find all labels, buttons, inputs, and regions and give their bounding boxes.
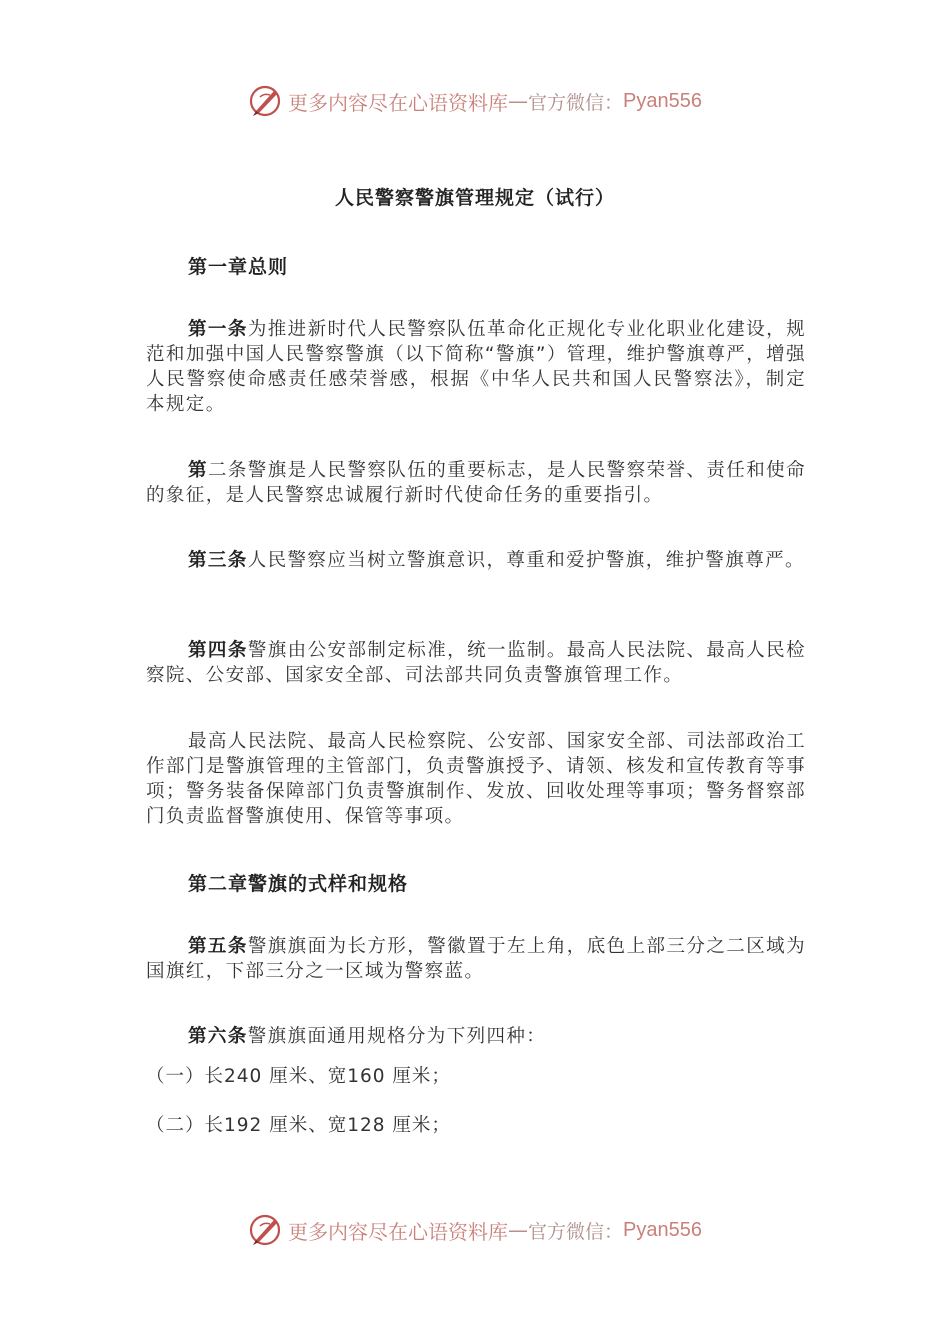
watermark-brand: 更多内容尽在心语资料库	[288, 1219, 508, 1244]
document-title: 人民警察警旗管理规定（试行）	[334, 187, 615, 209]
watermark-wechat-id: Pyan556	[623, 1218, 702, 1241]
article-5	[146, 934, 806, 984]
article-4-text: 警旗由公安部制定标准，统一监制。最高人民法院、最高人民检察院、公安部、国家安全部、司法部共同负责警旗管理工作。	[146, 640, 806, 686]
article-5-number: 第五条	[188, 936, 248, 957]
article-2-number: 第	[188, 460, 208, 481]
spec-item-2: （二）长192 厘米、宽128 厘米；	[146, 1115, 451, 1136]
article-1-number: 第一条	[188, 319, 248, 340]
watermark-wechat-label: 官方微信：	[528, 91, 624, 114]
article-3-number: 第三条	[188, 550, 248, 571]
watermark-dash: —	[508, 1218, 528, 1242]
article-6	[146, 1024, 806, 1049]
article-4	[146, 638, 806, 688]
article-4-paragraph-2: 最高人民法院、最高人民检察院、公安部、国家安全部、司法部政治工作部门是警旗管理的主管部门，负责警旗授予、请领、核发和宣传教育等事项；警务装备保障部门负责警旗制作、发放、回收处理等事项；警务督察部门负责监督警旗使用、保管等事项。	[146, 731, 806, 827]
article-4-number: 第四条	[188, 640, 248, 661]
watermark-brand: 更多内容尽在心语资料库	[288, 90, 508, 115]
article-2-text: 二条警旗是人民警察队伍的重要标志，是人民警察荣誉、责任和使命的象征，是人民警察忠诚履行新时代使命任务的重要指引。	[146, 460, 806, 506]
article-2	[146, 458, 806, 508]
spec-item-1: （一）长240 厘米、宽160 厘米；	[146, 1066, 451, 1087]
footer-watermark	[0, 1212, 950, 1248]
article-5-text: 警旗旗面为长方形，警徽置于左上角，底色上部三分之二区域为国旗红，下部三分之一区域为警察蓝。	[146, 936, 806, 982]
header-watermark	[0, 83, 950, 119]
chapter-1-heading: 第一章总则	[188, 256, 289, 278]
article-3	[146, 548, 806, 573]
article-1-text: 为推进新时代人民警察队伍革命化正规化专业化职业化建设，规范和加强中国人民警察警旗（以下简称“警旗”）管理，维护警旗尊严，增强人民警察使命感责任感荣誉感，根据《中华人民共和国人民警察法》，制定本规定。	[146, 319, 806, 415]
article-6-text: 警旗旗面通用规格分为下列四种：	[247, 1026, 547, 1047]
watermark-dash: —	[508, 89, 528, 113]
article-6-number: 第六条	[188, 1026, 248, 1047]
watermark-wechat-label: 官方微信：	[528, 1220, 624, 1243]
article-3-text: 人民警察应当树立警旗意识，尊重和爱护警旗，维护警旗尊严。	[247, 550, 805, 571]
watermark-wechat-id: Pyan556	[623, 89, 702, 112]
article-1	[146, 317, 806, 417]
chapter-2-heading: 第二章警旗的式样和规格	[188, 873, 409, 895]
pen-logo-icon	[248, 83, 284, 119]
pen-logo-icon	[248, 1212, 284, 1248]
